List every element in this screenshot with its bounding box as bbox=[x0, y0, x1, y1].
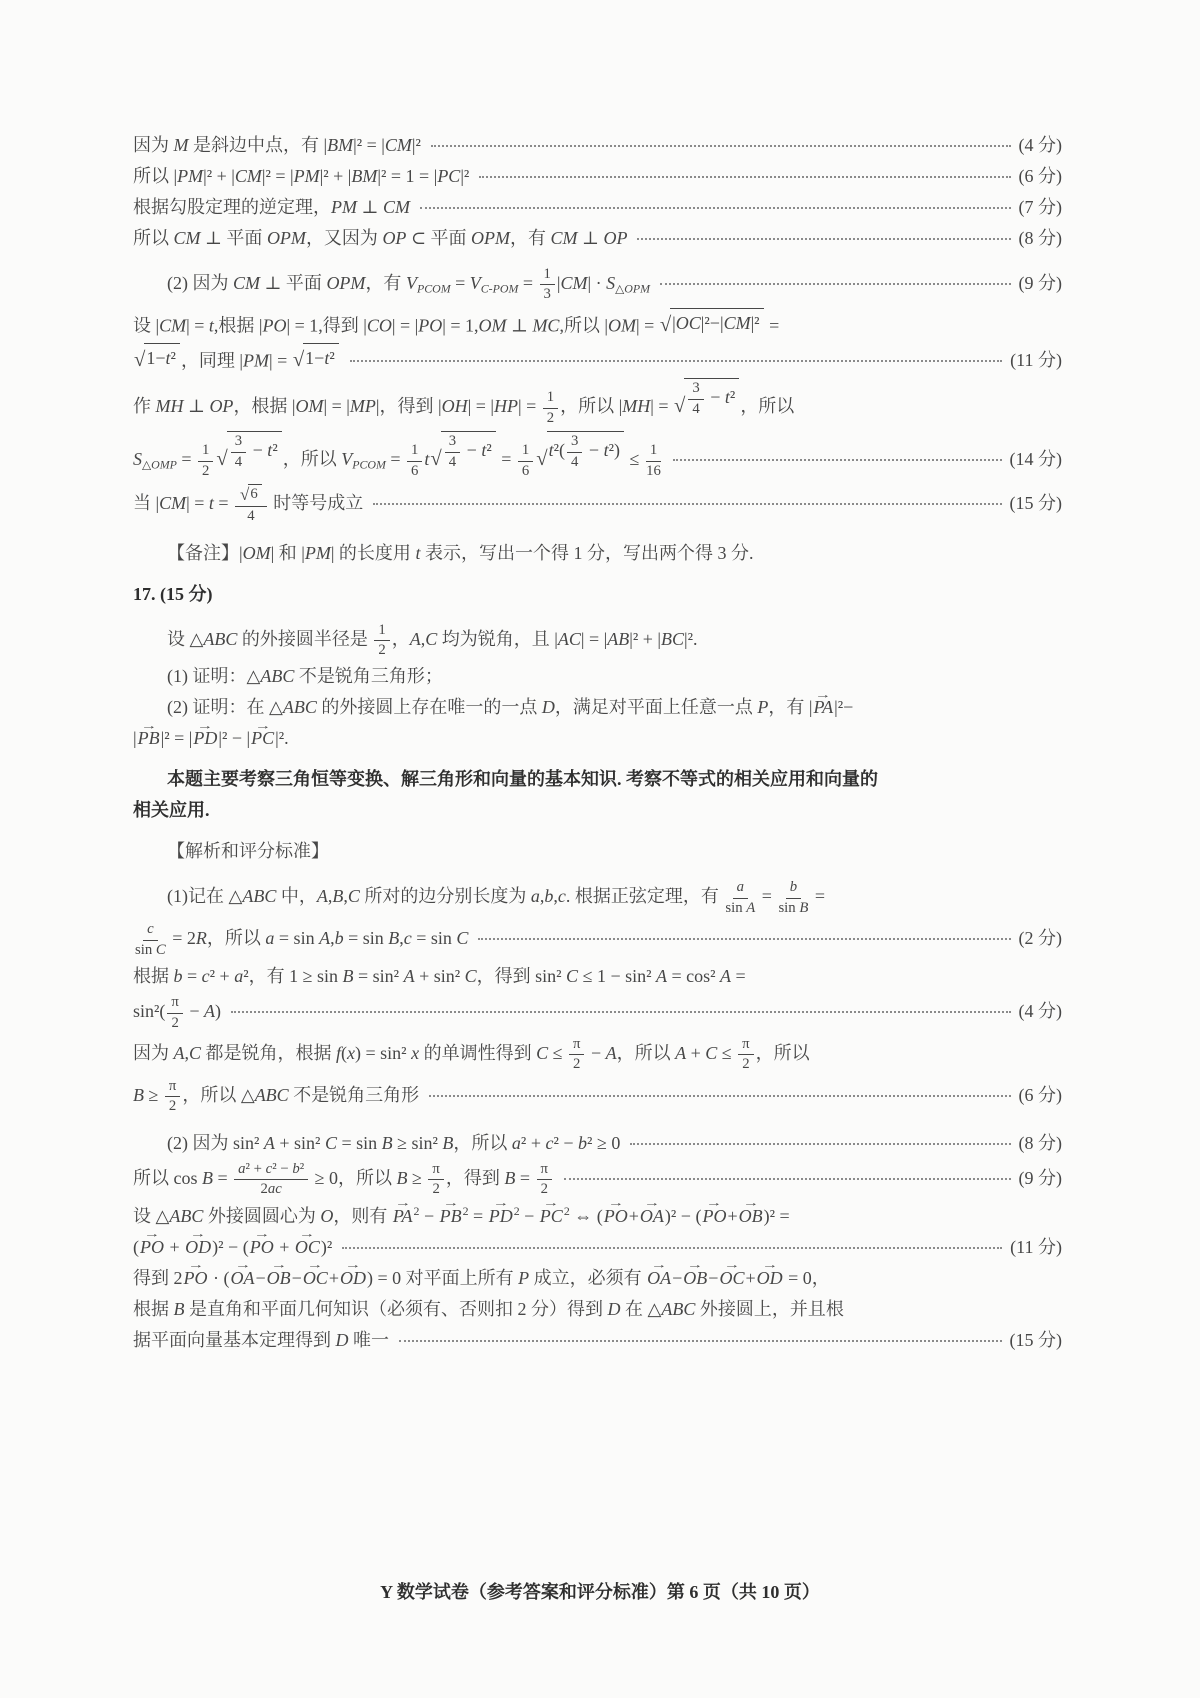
document-line bbox=[133, 694, 1062, 721]
document-line bbox=[133, 963, 1062, 990]
dots-leader bbox=[564, 1176, 1011, 1180]
line-content: B ≥ $\frac{\pi}{2}$ ，所以 △ABC 不是锐角三角形 bbox=[133, 1077, 420, 1115]
radical-sign: √ bbox=[430, 448, 442, 471]
line-content: 根据勾股定理的逆定理，PM ⊥ CM bbox=[133, 197, 410, 217]
vector-overarrow: PO → bbox=[183, 1265, 209, 1292]
vector-overarrow: OB → bbox=[266, 1265, 292, 1292]
document-line bbox=[133, 431, 1062, 480]
score-label: (7 分) bbox=[1018, 197, 1062, 217]
line-content: 因为 M 是斜边中点，有 |BM|² = |CM|² bbox=[133, 135, 421, 155]
line-content: (2) 证明：在 △ABC 的外接圆上存在唯一的一点 D，满足对平面上任意一点 P，有 |PA →|²− bbox=[167, 694, 853, 721]
document-line bbox=[133, 838, 1062, 865]
line-content: √ 1−t² ，同理 |PM| = √ 1−t² bbox=[133, 343, 340, 374]
document-line bbox=[133, 540, 1062, 567]
vector-overarrow: PB → bbox=[439, 1203, 463, 1230]
footer-text: Y 数学试卷（参考答案和评分标准）第 6 页（共 10 页） bbox=[380, 1582, 820, 1602]
dots-leader bbox=[673, 457, 1001, 461]
vector-overarrow: PO → bbox=[603, 1203, 629, 1230]
score-label: (8 分) bbox=[1018, 1132, 1062, 1153]
vector-overarrow: OD → bbox=[339, 1265, 367, 1292]
document-line bbox=[133, 766, 1062, 793]
document-line bbox=[133, 194, 1062, 221]
vector-overarrow: OC → bbox=[294, 1234, 321, 1261]
line-content: (PO → + OD →)² − (PO → + OC →)² bbox=[133, 1234, 332, 1261]
dots-leader bbox=[399, 1338, 1002, 1342]
document-line bbox=[133, 663, 1062, 690]
document-line bbox=[133, 1296, 1062, 1323]
line-content: (1) 证明：△ABC 不是锐角三角形； bbox=[167, 666, 443, 687]
score-label: (8 分) bbox=[1018, 228, 1062, 248]
vector-overarrow: OB → bbox=[682, 1265, 708, 1292]
document-line bbox=[133, 622, 1062, 660]
line-content: sin²( $\frac{\pi}{2}$ − A) bbox=[133, 994, 222, 1031]
score-label: (11 分) bbox=[1010, 1236, 1062, 1257]
document-line bbox=[133, 163, 1062, 190]
line-content: 【备注】|OM| 和 |PM| 的长度用 t 表示，写出一个得 1 分，写出两个得 3 分. bbox=[167, 542, 754, 563]
document-line bbox=[133, 1078, 1062, 1116]
radical-sign: √ bbox=[674, 395, 686, 418]
score-label: (6 分) bbox=[1018, 166, 1062, 186]
line-content: 得到 2PO → · (OA →−OB →−OC →+OD →) = 0 对平面上所有 P 成立，必须有 OA →−OB →−OC →+OD → = 0， bbox=[133, 1265, 830, 1292]
line-content: $\frac{c}{\text{sin C}}$ = 2R，所以 a = sin A,b = sin B,c = sin C bbox=[135, 921, 469, 958]
document-body bbox=[133, 132, 1062, 1358]
line-content: (1)记在 △ABC 中，A,B,C 所对的边分别长度为 a,b,c. 根据正弦定理，有 $\frac{a}{\text{sin A}}$ = $\frac{b}{\text{sin B}}$ = bbox=[167, 879, 826, 916]
line-content: 17. (15 分) bbox=[133, 583, 213, 604]
document-line bbox=[133, 308, 1062, 339]
vector-overarrow: OD → bbox=[184, 1234, 212, 1261]
dots-leader bbox=[431, 143, 1011, 147]
score-label: (14 分) bbox=[1009, 449, 1062, 470]
vector-overarrow: OB → bbox=[738, 1203, 764, 1230]
dots-leader bbox=[630, 1141, 1010, 1145]
dots-leader bbox=[420, 205, 1011, 209]
vector-overarrow: OD → bbox=[756, 1265, 784, 1292]
vector-overarrow: OC → bbox=[302, 1265, 329, 1292]
line-content: 设 △ABC 的外接圆半径是 $\frac{1}{2}$ ，A,C 均为锐角，且 |AC| = |AB|² + |BC|². bbox=[167, 621, 698, 659]
line-content: 相关应用. bbox=[133, 800, 210, 821]
dots-leader bbox=[637, 236, 1010, 240]
document-line bbox=[133, 1036, 1062, 1074]
document-line bbox=[133, 225, 1062, 252]
document-line bbox=[133, 1161, 1062, 1199]
dots-leader bbox=[429, 1093, 1010, 1097]
dots-leader bbox=[231, 1009, 1010, 1013]
dots-leader bbox=[478, 936, 1010, 940]
line-content: 设 △ABC 外接圆圆心为 O，则有 PA →$^2$ − PB →$^2$ = PD →$^2$ − PC →$^2$ ⇔ (PO →+OA →)² − (PO →+OB →)² = bbox=[133, 1203, 790, 1230]
document-line bbox=[133, 1265, 1062, 1292]
document-line bbox=[133, 1130, 1062, 1157]
vector-overarrow: PA → bbox=[812, 694, 834, 721]
vector-overarrow: PC → bbox=[539, 1203, 564, 1230]
line-content: $S_{\triangle OMP}$ = $\frac{1}{2}$ √ $\frac{3}{4}$ − t² ，所以 $V_{PCOM}$ = $\frac{1}{6}$ t √ $\frac{3}{4}$ − t² = $\frac{1}{6}$ √ t²( $\frac{3}{4}$ − t²) ≤ $\frac{1}{16}$ bbox=[133, 433, 661, 479]
line-content: 所以 cos B = $\frac{\text{a² + c² − b²}}{2ac}$ ≥ 0，所以 B ≥ $\frac{\pi}{2}$ ，得到 B = $\frac{\pi}{2}$ bbox=[133, 1161, 554, 1199]
line-content: 设 |CM| = t,根据 |PO| = 1,得到 |CO| = |PO| = 1,OM ⊥ MC,所以 |OM| = √ |OC|²−|CM|² = bbox=[133, 308, 779, 339]
document-line bbox=[133, 1234, 1062, 1261]
line-content: 所以 |PM|² + |CM|² = |PM|² + |BM|² = 1 = |PC|² bbox=[133, 166, 470, 186]
vector-overarrow: OC → bbox=[718, 1265, 745, 1292]
document-line bbox=[133, 581, 1062, 608]
score-label: (9 分) bbox=[1018, 1167, 1062, 1188]
line-content: 【解析和评分标准】 bbox=[167, 841, 329, 862]
dots-leader bbox=[350, 358, 1002, 362]
vector-overarrow: PO → bbox=[139, 1234, 165, 1261]
radical-sign: √ bbox=[134, 349, 146, 372]
score-label: (9 分) bbox=[1018, 273, 1062, 294]
line-content: (2) 因为 sin² A + sin² C = sin B ≥ sin² B，所以 a² + c² − b² ≥ 0 bbox=[167, 1132, 621, 1153]
score-label: (4 分) bbox=[1018, 1001, 1062, 1022]
line-content: 根据 b = c² + a²，有 1 ≥ sin B = sin² A + sin² C，得到 sin² C ≤ 1 − sin² A = cos² A = bbox=[133, 966, 746, 987]
vector-overarrow: PB → bbox=[137, 725, 161, 752]
line-content: 本题主要考察三角恒等变换、解三角形和向量的基本知识. 考察不等式的相关应用和向量的 bbox=[167, 769, 878, 790]
vector-overarrow: PD → bbox=[488, 1203, 514, 1230]
document-line bbox=[133, 879, 1062, 917]
document-line bbox=[133, 725, 1062, 752]
radical-sign: √ bbox=[240, 484, 250, 504]
score-label: (11 分) bbox=[1010, 350, 1062, 371]
score-label: (4 分) bbox=[1018, 135, 1062, 155]
document-line bbox=[133, 484, 1062, 525]
dots-leader bbox=[479, 174, 1010, 178]
dots-leader bbox=[373, 501, 1001, 505]
radical-sign: √ bbox=[536, 448, 548, 471]
line-content: 因为 A,C 都是锐角，根据 f(x) = sin² x 的单调性得到 C ≤ $\frac{\pi}{2}$ − A，所以 A + C ≤ $\frac{\pi}{2}$ ，所以 bbox=[133, 1036, 810, 1073]
score-label: (6 分) bbox=[1018, 1084, 1062, 1105]
document-line bbox=[133, 266, 1062, 304]
radical-sign: √ bbox=[292, 349, 305, 372]
radical-sign: √ bbox=[216, 448, 228, 471]
vector-overarrow: PC → bbox=[250, 725, 275, 752]
document-line bbox=[133, 921, 1062, 959]
radical-sign: √ bbox=[659, 314, 672, 337]
line-content: (2) 因为 CM ⊥ 平面 OPM，有 $V_{PCOM} = V_{C-POM}$ = $\frac{1}{3}$ $|CM| \cdot S_{\triangle OPM}$ bbox=[167, 266, 650, 303]
vector-overarrow: OA → bbox=[646, 1265, 672, 1292]
line-content: 据平面向量基本定理得到 D 唯一 bbox=[133, 1329, 389, 1350]
score-label: (2 分) bbox=[1018, 928, 1062, 949]
document-line bbox=[133, 1203, 1062, 1230]
document-line bbox=[133, 994, 1062, 1032]
document-line bbox=[133, 343, 1062, 374]
score-label: (15 分) bbox=[1009, 493, 1062, 514]
line-content: 所以 CM ⊥ 平面 OPM，又因为 OP ⊂ 平面 OPM，有 CM ⊥ OP bbox=[133, 228, 628, 248]
page-footer bbox=[0, 1579, 1200, 1606]
vector-overarrow: OA → bbox=[230, 1265, 256, 1292]
line-content: 根据 B 是直角和平面几何知识（必须有、否则扣 2 分）得到 D 在 △ABC 外接圆上，并且根 bbox=[133, 1298, 844, 1319]
document-line bbox=[133, 132, 1062, 159]
vector-overarrow: OA → bbox=[639, 1203, 665, 1230]
vector-overarrow: PO → bbox=[701, 1203, 727, 1230]
score-label: (15 分) bbox=[1009, 1329, 1062, 1350]
vector-overarrow: PD → bbox=[192, 725, 218, 752]
document-line bbox=[133, 378, 1062, 427]
vector-overarrow: PO → bbox=[249, 1234, 275, 1261]
line-content: 当 |CM| = t = √ 6 4 时等号成立 bbox=[133, 484, 364, 525]
dots-leader bbox=[660, 281, 1011, 285]
line-content: |PB →|² = |PD →|² − |PC →|². bbox=[133, 725, 289, 752]
document-line bbox=[133, 797, 1062, 824]
document-line bbox=[133, 1327, 1062, 1354]
line-content: 作 MH ⊥ OP，根据 |OM| = |MP|，得到 |OH| = |HP| = $\frac{1}{2}$ ，所以 |MH| = √ $\frac{3}{4}$ − t² ，所以 bbox=[133, 380, 795, 426]
vector-overarrow: PA → bbox=[392, 1203, 414, 1230]
dots-leader bbox=[342, 1245, 1002, 1249]
